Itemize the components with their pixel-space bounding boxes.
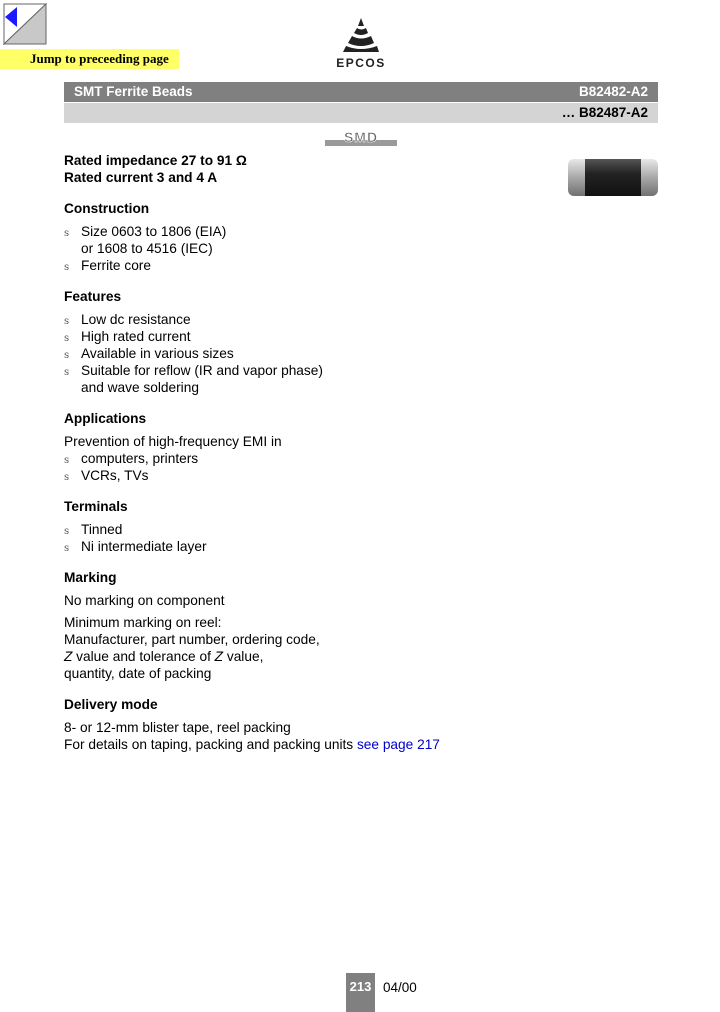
- list-item: s High rated current: [64, 328, 524, 345]
- applications-section: [64, 410, 524, 484]
- rated-current: Rated current 3 and 4 A: [64, 170, 218, 185]
- part-number-from: B82482-A2: [578, 84, 648, 99]
- list-item: s Suitable for reflow (IR and vapor phase) and wave soldering: [64, 362, 524, 396]
- marking-reel-line: Z value and tolerance of Z value,: [64, 649, 264, 664]
- datasheet-content: [64, 152, 524, 753]
- delivery-details: For details on taping, packing and packing units see page 217: [64, 737, 440, 752]
- epcos-logo-text: EPCOS: [336, 56, 386, 70]
- list-item: s Size 0603 to 1806 (EIA) or 1608 to 4516 (IEC): [64, 223, 524, 257]
- rated-impedance: Rated impedance 27 to 91 Ω: [64, 153, 247, 168]
- product-line-title: SMT Ferrite Beads: [74, 84, 193, 99]
- back-arrow-icon[interactable]: [3, 3, 47, 45]
- section-title: Features: [64, 289, 122, 304]
- part-number-to: … B82487-A2: [561, 105, 648, 120]
- list-item: s Ni intermediate layer: [64, 538, 524, 555]
- delivery-line: 8- or 12-mm blister tape, reel packing: [64, 720, 291, 735]
- part-range-bar: [64, 103, 658, 123]
- list-item: s Available in various sizes: [64, 345, 524, 362]
- smd-badge: [325, 129, 397, 147]
- features-section: [64, 288, 524, 396]
- construction-section: [64, 200, 524, 274]
- applications-intro: Prevention of high-frequency EMI in: [64, 434, 282, 449]
- section-title: Terminals: [64, 499, 128, 514]
- page-number: 213: [346, 973, 375, 1012]
- marking-reel-line: Manufacturer, part number, ordering code,: [64, 632, 320, 647]
- issue-date: 04/00: [383, 980, 417, 995]
- terminals-section: [64, 498, 524, 555]
- section-title: Construction: [64, 201, 150, 216]
- list-item: s Tinned: [64, 521, 524, 538]
- list-item: s VCRs, TVs: [64, 467, 524, 484]
- delivery-section: [64, 696, 524, 753]
- list-item: s Low dc resistance: [64, 311, 524, 328]
- epcos-logo: [328, 16, 394, 74]
- marking-reel-heading: Minimum marking on reel:: [64, 615, 222, 630]
- list-item: s Ferrite core: [64, 257, 524, 274]
- epcos-logo-mark-icon: [328, 16, 394, 56]
- list-item: s computers, printers: [64, 450, 524, 467]
- jump-to-preceding-page-button[interactable]: Jump to preceeding page: [0, 49, 179, 69]
- section-title: Applications: [64, 411, 147, 426]
- ferrite-bead-image: [567, 157, 659, 198]
- see-page-217-link[interactable]: see page 217: [356, 737, 440, 752]
- marking-component: No marking on component: [64, 593, 225, 608]
- section-title: Marking: [64, 570, 117, 585]
- marking-reel-line: quantity, date of packing: [64, 666, 212, 681]
- section-title: Delivery mode: [64, 697, 158, 712]
- smd-badge-label: SMD: [343, 129, 379, 145]
- product-title-bar: [64, 82, 658, 102]
- marking-section: [64, 569, 524, 682]
